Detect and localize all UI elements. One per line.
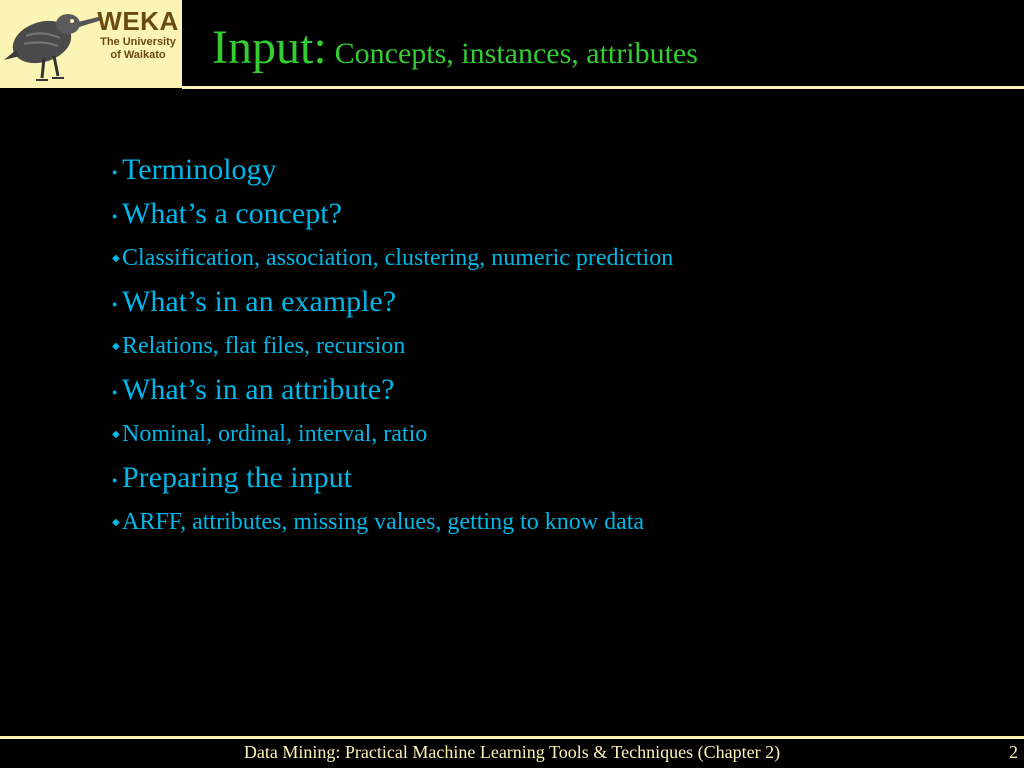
logo-line-waikato: of Waikato — [110, 49, 166, 61]
bullet-text: Preparing the input — [122, 461, 352, 494]
bullet-item — [112, 236, 992, 280]
bullet-text: Terminology — [122, 153, 277, 186]
bullet-item — [112, 148, 992, 192]
weka-bird-icon — [2, 2, 102, 86]
weka-logo — [0, 0, 182, 88]
slide-title-main: Input: — [212, 21, 327, 74]
bullet-text: What’s in an attribute? — [122, 373, 395, 406]
bullet-item — [112, 192, 992, 236]
slide-header — [0, 0, 1024, 90]
round-bullet-icon: ● — [112, 475, 118, 486]
slide-title — [212, 20, 698, 75]
bullet-text: Relations, flat files, recursion — [122, 333, 406, 359]
logo-title: WEKA — [97, 6, 179, 36]
bullet-text: Nominal, ordinal, interval, ratio — [122, 421, 428, 447]
bullet-item — [112, 500, 992, 544]
footer-divider — [0, 736, 1024, 739]
bullet-text: What’s in an example? — [122, 285, 397, 318]
title-divider — [182, 86, 1024, 89]
diamond-bullet-icon: ◆ — [112, 253, 120, 265]
diamond-bullet-icon: ◆ — [112, 341, 120, 353]
bullet-list — [112, 148, 992, 544]
bullet-text: ARFF, attributes, missing values, getting to know data — [122, 509, 645, 535]
diamond-bullet-icon: ◆ — [112, 429, 120, 441]
footer-caption: Data Mining: Practical Machine Learning Tools & Techniques (Chapter 2) — [243, 742, 781, 762]
page-number: 2 — [1009, 742, 1018, 762]
round-bullet-icon: ● — [112, 211, 118, 222]
diamond-bullet-icon: ◆ — [112, 517, 120, 529]
round-bullet-icon: ● — [112, 299, 118, 310]
round-bullet-icon: ● — [112, 387, 118, 398]
bullet-item — [112, 324, 992, 368]
round-bullet-icon: ● — [112, 167, 118, 178]
logo-text — [96, 6, 180, 62]
bullet-text: What’s a concept? — [122, 197, 342, 230]
bullet-item — [112, 456, 992, 500]
slide-title-sub: Concepts, instances, attributes — [334, 37, 698, 70]
logo-line-university: The University — [100, 36, 176, 48]
bullet-item — [112, 368, 992, 412]
bullet-item — [112, 412, 992, 456]
bullet-item — [112, 280, 992, 324]
bullet-text: Classification, association, clustering, numeric prediction — [122, 245, 674, 271]
